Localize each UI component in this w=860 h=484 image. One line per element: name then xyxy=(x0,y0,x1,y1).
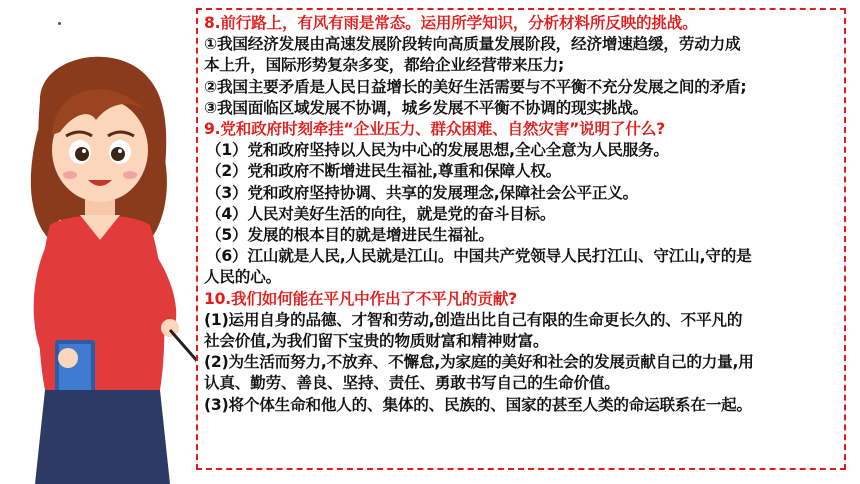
q10-answer-line: 社会价值,为我们留下宝贵的物质财富和精神财富。 xyxy=(204,332,549,351)
q10-answer-line: 认真、勤劳、善良、坚持、责任、勇敢书写自己的生命价值。 xyxy=(204,374,620,393)
q9-answer-line: （2）党和政府不断增进民生福祉,尊重和保障人权。 xyxy=(206,162,562,181)
content-panel xyxy=(196,8,846,470)
q9-answer-line: （1）党和政府坚持以人民为中心的发展思想,全心全意为人民服务。 xyxy=(206,141,669,160)
q9-answer-line: （3）党和政府坚持协调、共享的发展理念,保障社会公平正义。 xyxy=(206,183,639,202)
q9-answer-line: 人民的心。 xyxy=(204,268,281,287)
q8-answer-line: 本上升，国际形势复杂多变，都给企业经营带来压力; xyxy=(204,56,565,75)
teacher-illustration xyxy=(0,40,215,484)
q9-answer-line: （5）发展的根本目的就是增进民生福祉。 xyxy=(206,226,494,245)
q8-answer-line: ③我国面临区域发展不协调，城乡发展不平衡不协调的现实挑战。 xyxy=(204,98,649,117)
q10-answer-line: (2)为生活而努力,不放弃、不懈怠,为家庭的美好和社会的发展贡献自己的力量,用 xyxy=(204,353,754,372)
question-9-title: 9.党和政府时刻牵挂“企业压力、群众困难、自然灾害”说明了什么? xyxy=(204,120,665,139)
question-10-title: 10.我们如何能在平凡中作出了不平凡的贡献? xyxy=(204,289,517,308)
dot-mark xyxy=(58,22,61,25)
q10-answer-line: (1)运用自身的品德、才智和劳动,创造出比自己有限的生命更长久的、不平凡的 xyxy=(204,310,743,329)
question-8-title: 8.前行路上，有风有雨是常态。运用所学知识，分析材料所反映的挑战。 xyxy=(204,14,698,32)
q8-answer-line: ②我国主要矛盾是人民日益增长的美好生活需要与不平衡不充分发展之间的矛盾; xyxy=(204,77,747,96)
q8-answer-line: ①我国经济发展由高速发展阶段转向高质量发展阶段，经济增速趋缓，劳动力成 xyxy=(204,35,741,54)
q9-answer-line: （6）江山就是人民,人民就是江山。中国共产党领导人民打江山、守江山,守的是 xyxy=(206,247,752,266)
q9-answer-line: （4）人民对美好生活的向往，就是党的奋斗目标。 xyxy=(206,204,556,223)
q10-answer-line: (3)将个体生命和他人的、集体的、民族的、国家的甚至人类的命运联系在一起。 xyxy=(204,395,752,414)
